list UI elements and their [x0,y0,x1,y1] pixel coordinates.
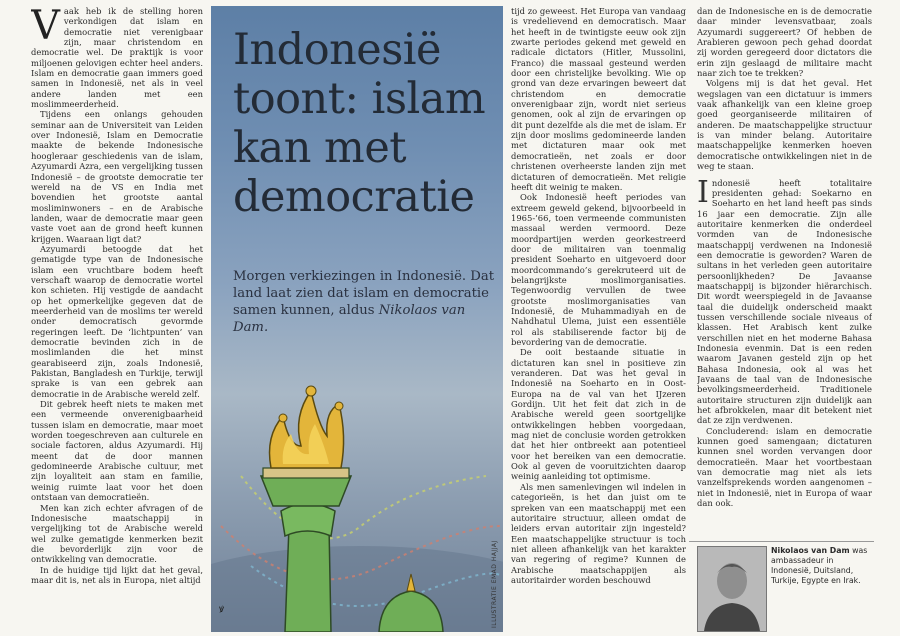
paragraph: Dit gebrek heeft niets te maken met een vermeende onverenigbaarheid tussen islam en democratie, maar moet worden toegeschreven aan culturele en sociale factoren, aldus Azyumardi. Hij meent dat de door mannen gedomineerde Arabische cultuur, met zijn loyaliteit aan stam en familie, weinig ruimte laat voor het doen ontstaan van democratieën. [31,399,203,503]
paragraph: Men kan zich echter afvragen of de Indonesische maatschappij in vergelijking tot de Arabische wereld wel zulke gematigde kenmerken bezit die bevorderlijk zijn voor de ontwikkeling van democratie. [31,502,203,565]
paragraph: De ooit bestaande situatie in dictaturen kan snel in positieve zin veranderen. Dat was het geval in Indonesië na Soeharto en in Oost-Europa na de val van het IJzeren Gordijn. Uit het feit dat zich in de Arabische wereld geen soortgelijke ontwikkelingen hebben voorgedaan, mag niet de conclusie worden getrokken dat het hier ontbreekt aan potentieel voor het bereiken van een democratie. Ook al geven de vooruitzichten daarop weinig aanleiding tot optimisme. [511,347,686,482]
drop-cap: V [31,6,60,49]
paragraph: Vaak heb ik de stelling horen verkondigen dat islam en democratie niet verenigbaar zijn, maar christendom en democratie wel. De praktijk is voor miljoenen gelovigen echter heel anders. Islam en democratie gaan immers goed samen in Indonesië, net als in veel andere landen met een moslimmeerderheid. [31,6,203,110]
paragraph: In de huidige tijd lijkt dat het geval, maar dit is, net als in Europa, niet altijd [31,564,203,585]
paragraph: Concluderend: islam en democratie kunnen goed samengaan; dictaturen kunnen snel worden vervangen door democratieën. Maar het voortbestaan van democratie mag niet als iets vanzelfsprekends worden aangenomen – niet in Indonesië, niet in Europa of waar dan ook. [697,425,872,509]
bio-divider [689,541,874,542]
article-column-4 [697,6,872,536]
paragraph: dan de Indonesische en is de democratie daar minder levensvatbaar, zoals Azyumardi suggereert? Of hebben de Arabieren gewoon pech gehad doordat zij worden geregeerd door dictators die erin zijn geslaagd de militaire macht naar zich toe te trekken? [697,6,872,79]
author-inline: Nikolaos van Dam. [233,303,466,335]
paragraph: Indonesië heeft totalitaire presidenten gehad: Soekarno en Soeharto en het land heeft pas sinds 16 jaar een democratie. Zijn alle autoritaire kenmerken die onderdeel vormden van de Indonesische maatschappij verdwenen na Indonesië een democratie is geworden? Waren de sultans in het verleden geen autoritaire persoonlijkheden? De Javaanse maatschappij is bijzonder hiërarchisch. Dit wordt weerspiegeld in de Javaanse taal die duidelijk onderscheid maakt tussen verschillende sociale niveaus of klassen. Het Arabisch kent zulke verschillen niet en het moderne Bahasa Indonesia evenmin. Dat is een reden waarom Javanen gesteld zijn op het Bahasa Indonesia, ook al was het Javaans de taal van de Indonesische bevolkingsmeerderheid. Traditionele autoritaire structuren zijn duidelijk aan het afbrokkelen, maar dit betekent niet dat ze zijn verdwenen. [697,174,872,426]
standfirst: Morgen verkiezingen in Indonesië. Dat land laat zien dat islam en democratie samen kunnen, aldus Nikolaos van Dam. [233,269,495,335]
headline: Indonesië toont: islam kan met democratie [233,25,486,222]
paragraph: Volgens mij is dat het geval. Het wegslagen van een dictatuur is immers vaak afhankelijk van een kleine groep goed georganiseerde militairen of anderen. De maatschappelijke structuur is van minder belang. Autoritaire maatschappelijke kenmerken hoeven democratische ontwikkelingen niet in de weg te staan. [697,78,872,172]
author-bio [771,546,873,586]
article-column-1 [31,6,203,632]
paragraph: Tijdens een onlangs gehouden seminar aan de Universiteit van Leiden over Indonesië, Islam en Democratie maakte de bekende Indonesische hoogleraar geschiedenis van de islam, Azyumardi Azra, een vergelijking tussen Indonesië – de grootste democratie ter wereld na de VS en India met bovendien het grootste aantal mosliminwoners – en de Arabische landen, waar de democratie maar geen vaste voet aan de grond heeft kunnen krijgen. Waaraan ligt dat? [31,109,203,244]
paragraph: tijd zo geweest. Het Europa van vandaag is vredelievend en democratisch. Maar het heeft in de twintigste eeuw ook zijn zwarte periodes gekend met geweld en radicale dictators (Hitler, Mussolini, Franco) die massaal gesteund werden door een christelijke bevolking. Wie op grond van deze ervaringen beweert dat christendom en democratie onverenigbaar zijn, wordt niet serieus genomen, ook al zijn de ervaringen op dit punt dezelfde als die met de islam. Er zijn door moslims gedomineerde landen met dictaturen maar ook met democratieën, net zoals er door christenen overheerste landen zijn met dictaturen of democratieën. Met religie heeft dit weinig te maken. [511,6,686,192]
author-description: was ambassadeur in Indonesië, Duitsland, Turkije, Egypte en Irak. [771,546,868,585]
author-portrait-icon [698,547,766,631]
author-photo [697,546,767,632]
illustration-panel [211,6,503,632]
drop-cap: I [697,174,709,210]
illustration-credit: ILLUSTRATIE EMAD HAJJAJ [491,540,498,628]
paragraph: Ook Indonesië heeft periodes van extreem geweld gekend, bijvoorbeeld in 1965-’66, toen vermeende communisten massaal werden vermoord. Deze moordpartijen werden georkestreerd door de militairen van toenmalig president Soeharto en uitgevoerd door moordcommando’s gerekruteerd uit de belangrijkste moslimorganisaties. Tegenwoordig vervullen de twee grootste moslimorganisaties van Indonesië, de Muhammadiyah en de Nahdhatul Ulema, juist een essentiële rol als stabiliserende factor bij de bevordering van de democratie. [511,192,686,347]
svg-text:ꝟ: ꝟ [219,604,225,615]
author-name: Nikolaos van Dam [771,546,850,555]
article-column-3 [511,6,686,632]
paragraph: Als men samenlevingen wil indelen in categorieën, is het dan juist om te spreken van een maatschappij met een autoritaire structuur, alleen omdat de leiders ervan autoritair zijn ingesteld? Een maatschappelijke structuur is toch niet alleen afhankelijk van het karakter van regering of regime? Kunnen de Arabische maatschappijen als autoritairder worden beschouwd [511,481,686,585]
paragraph: Azyumardi betoogde dat het gematigde type van de Indonesische islam een vruchtbare bodem heeft verschaft waarop de democratie wortel kon schieten. Hij vestigde de aandacht op het opmerkelijke gegeven dat de meerderheid van de moslims ter wereld onder democratisch gevormde regeringen leeft. De ‘lichtpunten’ van democratie bevinden zich in de moslimlanden die het minst gearabiseerd zijn, zoals Indonesië, Pakistan, Bangladesh en Turkije, terwijl sprake is van een gebrek aan democratie in de Arabische wereld zelf. [31,243,203,399]
